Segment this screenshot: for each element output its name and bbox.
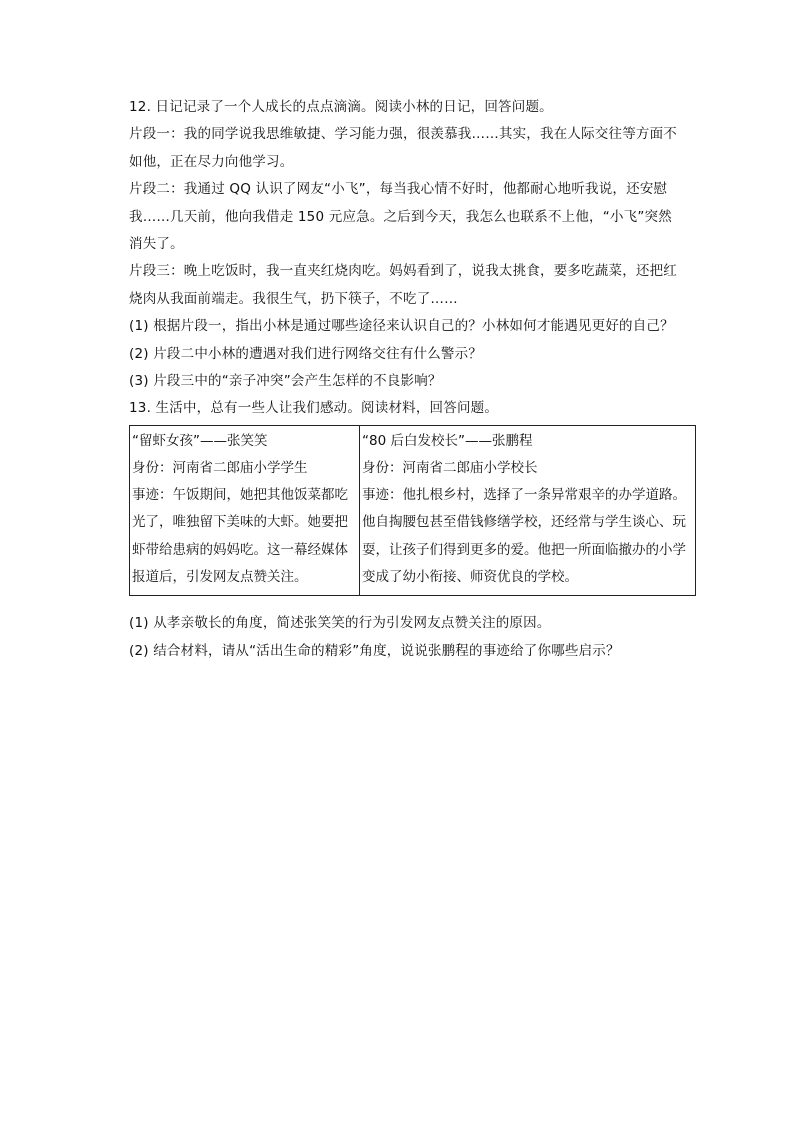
- left-cell-deed-line: 报道后，引发网友点赞关注。: [132, 568, 308, 585]
- left-cell-heading: “留虾女孩”——张笑笑: [132, 432, 268, 449]
- q13-question-1: (1) 从孝亲敬长的角度，简述张笑笑的行为引发网友点赞关注的原因。: [129, 615, 551, 632]
- q12-fragment2-line2: 我……几天前，他向我借走 150 元应急。之后到今天，我怎么也联系不上他，“小飞”突然: [129, 208, 672, 225]
- q12-fragment3-line1: 片段三：晚上吃饭时，我一直夹红烧肉吃。妈妈看到了，说我太挑食，要多吃蔬菜，还把红: [129, 263, 677, 280]
- left-cell-identity: 身份：河南省二郎庙小学学生: [132, 460, 308, 477]
- left-cell-deed-line: 光了，唯独留下美味的大虾。她要把: [132, 514, 348, 531]
- q12-question-3: (3) 片段三中的“亲子冲突”会产生怎样的不良影响？: [129, 373, 442, 390]
- q13-question-2: (2) 结合材料，请从“活出生命的精彩”角度，说说张鹏程的事迹给了你哪些启示？: [129, 642, 620, 659]
- table-row: [130, 425, 696, 595]
- spacer: [129, 596, 694, 610]
- q12-fragment1-line1: 片段一：我的同学说我思维敏捷、学习能力强，很羡慕我……其实，我在人际交往等方面不: [129, 126, 677, 143]
- right-cell-deed-line: 变成了幼小衔接、师资优良的学校。: [362, 568, 578, 585]
- document-page: [129, 94, 694, 665]
- q12-fragment2-line3: 消失了。: [129, 236, 184, 253]
- right-cell-heading: “80 后白发校长”——张鹏程: [362, 432, 533, 449]
- left-cell-deed-line: 事迹：午饭期间，她把其他饭菜都吃: [132, 487, 348, 504]
- q12-question-1: (1) 根据片段一，指出小林是通过哪些途径来认识自己的？小林如何才能遇见更好的自己？: [129, 318, 674, 335]
- right-cell-deed-line: 他自掏腰包甚至借钱修缮学校，还经常与学生谈心、玩: [362, 514, 686, 531]
- q12-fragment3-line2: 烧肉从我面前端走。我很生气，扔下筷子，不吃了……: [129, 290, 458, 307]
- q12-fragment1-line2: 如他，正在尽力向他学习。: [129, 153, 294, 170]
- right-cell-deed-line: 事迹：他扎根乡村，选择了一条异常艰辛的办学道路。: [362, 487, 686, 504]
- q13-material-table: [129, 425, 696, 596]
- left-cell-deed-line: 虾带给患病的妈妈吃。这一幕经媒体: [132, 541, 348, 558]
- material-cell-right: [360, 425, 696, 595]
- q12-title: 12. 日记记录了一个人成长的点点滴滴。阅读小林的日记，回答问题。: [129, 99, 553, 115]
- q12-question-2: (2) 片段二中小林的遭遇对我们进行网络交往有什么警示？: [129, 345, 483, 362]
- q12-fragment2-line1: 片段二：我通过 QQ 认识了网友“小飞”，每当我心情不好时，他都耐心地听我说，还安慰: [129, 181, 668, 198]
- q13-title: 13. 生活中，总有一些人让我们感动。阅读材料，回答问题。: [129, 400, 499, 417]
- material-cell-left: [130, 425, 360, 595]
- right-cell-deed-line: 耍，让孩子们得到更多的爱。他把一所面临撤办的小学: [362, 541, 686, 558]
- right-cell-identity: 身份：河南省二郎庙小学校长: [362, 460, 538, 477]
